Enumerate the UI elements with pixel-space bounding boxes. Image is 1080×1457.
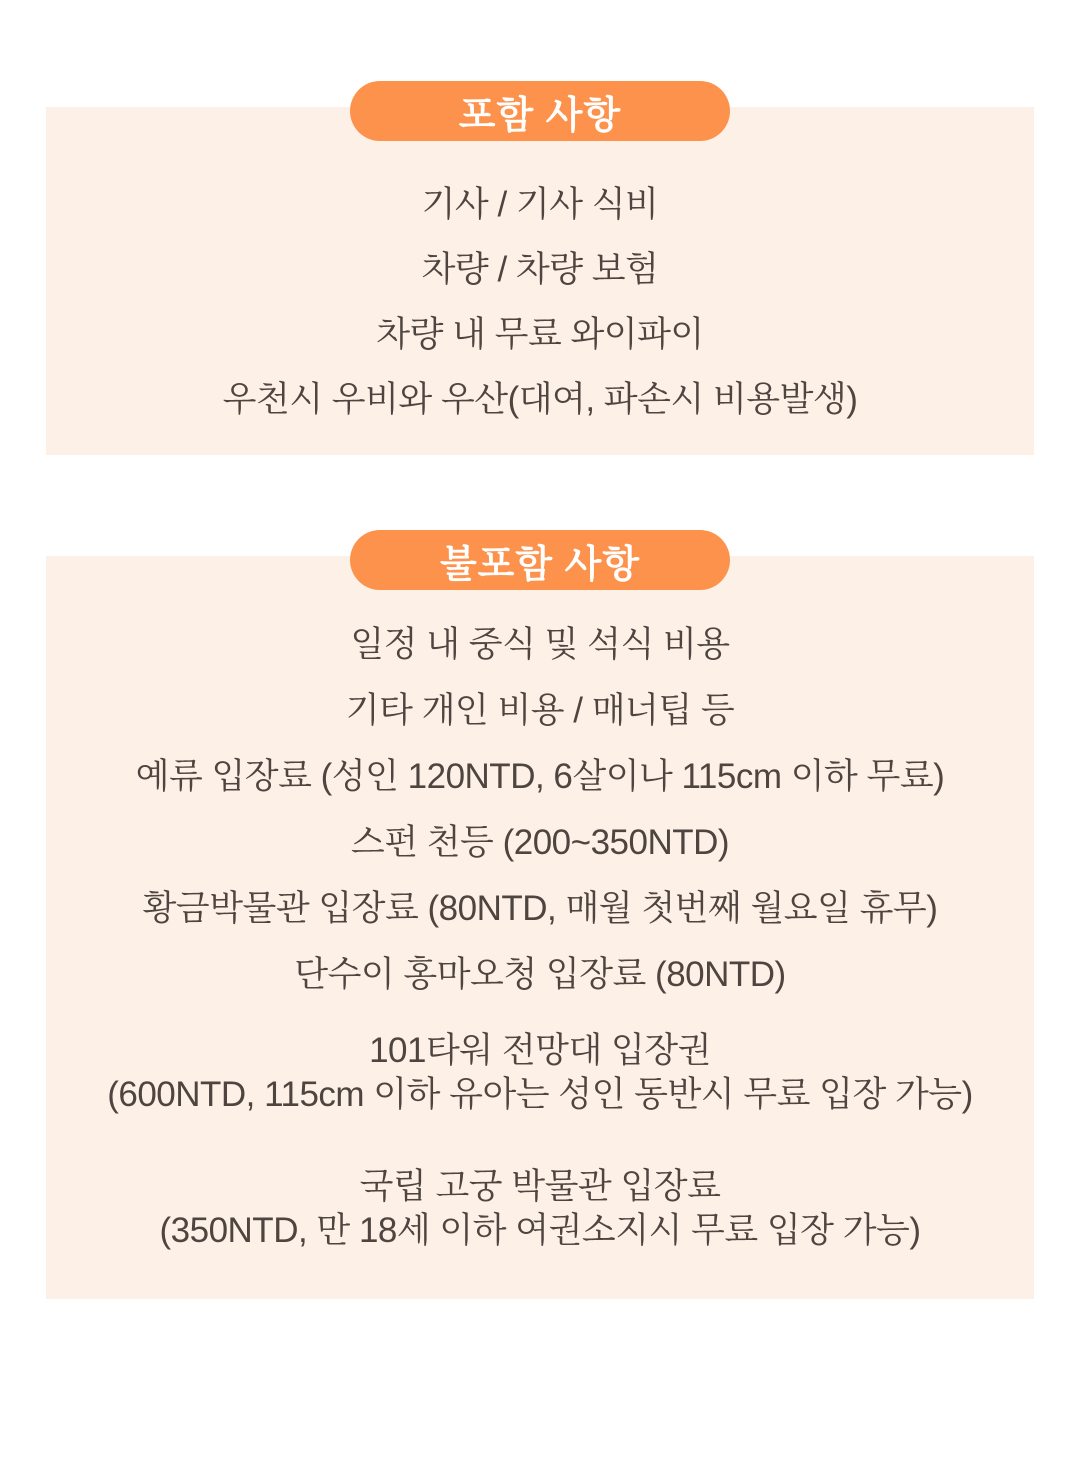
excluded-item: 스펀 천등 (200~350NTD) <box>350 823 730 862</box>
included-item: 우천시 우비와 우산(대여, 파손시 비용발생) <box>222 380 858 419</box>
excluded-item: 단수이 홍마오청 입장료 (80NTD) <box>294 955 786 994</box>
excluded-item: 기타 개인 비용 / 매너팁 등 <box>345 691 735 730</box>
excluded-item-line: (600NTD, 115cm 이하 유아는 성인 동반시 무료 입장 가능) <box>107 1075 973 1114</box>
excluded-item <box>56 1165 1024 1253</box>
excluded-item-line: 101타워 전망대 입장권 <box>369 1031 711 1070</box>
included-header-label: 포함 사항 <box>458 94 622 137</box>
excluded-item: 일정 내 중식 및 석식 비용 <box>350 625 730 664</box>
included-section <box>46 94 1034 455</box>
included-header-badge <box>350 81 730 141</box>
excluded-header-badge <box>350 530 730 590</box>
excluded-item-line: (350NTD, 만 18세 이하 여권소지시 무료 입장 가능) <box>159 1211 921 1250</box>
excluded-item: 황금박물관 입장료 (80NTD, 매월 첫번째 월요일 휴무) <box>142 889 938 928</box>
excluded-section <box>46 543 1034 1299</box>
excluded-panel <box>46 556 1034 1299</box>
included-item: 기사 / 기사 식비 <box>421 185 659 224</box>
included-item: 차량 내 무료 와이파이 <box>376 315 704 354</box>
excluded-item <box>56 1029 1024 1117</box>
excluded-item: 예류 입장료 (성인 120NTD, 6살이나 115cm 이하 무료) <box>135 757 945 796</box>
excluded-header-label: 불포함 사항 <box>439 543 641 586</box>
excluded-item-line: 국립 고궁 박물관 입장료 <box>359 1167 721 1206</box>
included-item: 차량 / 차량 보험 <box>421 250 659 289</box>
included-panel <box>46 107 1034 455</box>
